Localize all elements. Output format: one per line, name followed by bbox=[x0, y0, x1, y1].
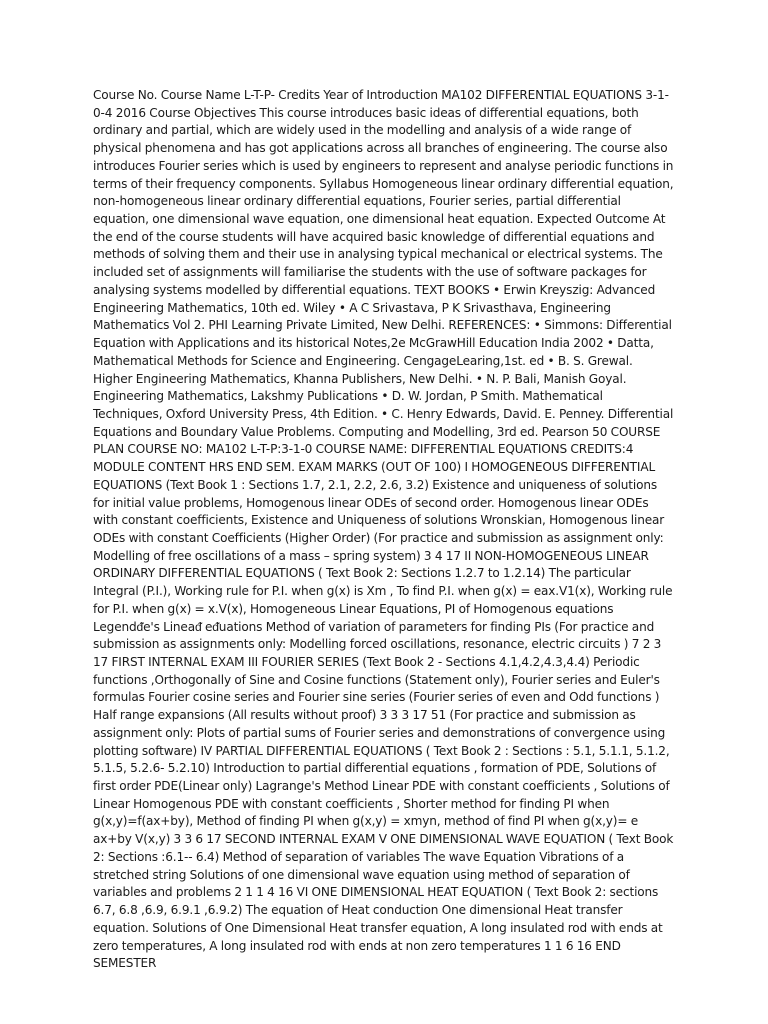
document-body-text: Course No. Course Name L-T-P- Credits Year of Introduction MA102 DIFFERENTIAL EQUATIONS 3-1-0-4 2016 Course Objectives This course introduces basic ideas of differential equations, both ordinary and partial, which are widely used in the modelling and analysis of a wide range of physical phenomena and has got applications across all branches of engineering. The course also introduces Fourier series which is used by engineers to represent and analyse periodic functions in terms of their frequency components. Syllabus Homogeneous linear ordinary differential equation, non-homogeneous linear ordinary differential equations, Fourier series, partial differential equation, one dimensional wave equation, one dimensional heat equation. Expected Outcome At the end of the course students will have acquired basic knowledge of differential equations and methods of solving them and their use in analysing typical mechanical or electrical systems. The included set of assignments will familiarise the students with the use of software packages for analysing systems modelled by differential equations. TEXT BOOKS • Erwin Kreyszig: Advanced Engineering Mathematics, 10th ed. Wiley • A C Srivastava, P K Srivasthava, Engineering Mathematics Vol 2. PHI Learning Private Limited, New Delhi. REFERENCES: • Simmons: Differential Equation with Applications and its historical Notes,2e McGrawHill Education India 2002 • Datta, Mathematical Methods for Science and Engineering. CengageLearing,1st. ed • B. S. Grewal. Higher Engineering Mathematics, Khanna Publishers, New Delhi. • N. P. Bali, Manish Goyal. Engineering Mathematics, Lakshmy Publications • D. W. Jordan, P Smith. Mathematical Techniques, Oxford University Press, 4th Edition. • C. Henry Edwards, David. E. Penney. Differential Equations and Boundary Value Problems. Computing and Modelling, 3rd ed. Pearson 50 COURSE PLAN COURSE NO: MA102 L-T-P:3-1-0 COURSE NAME: DIFFERENTIAL EQUATIONS CREDITS:4 MODULE CONTENT HRS END SEM. EXAM MARKS (OUT OF 100) I HOMOGENEOUS DIFFERENTIAL EQUATIONS (Text Book 1 : Sections 1.7, 2.1, 2.2, 2.6, 3.2) Existence and uniqueness of solutions for initial value problems, Homogenous linear ODEs of second order. Homogenous linear ODEs with constant coefficients, Existence and Uniqueness of solutions Wronskian, Homogenous linear ODEs with constant Coefficients (Higher Order) (For practice and submission as assignment only: Modelling of free oscillations of a mass – spring system) 3 4 17 II NON-HOMOGENEOUS LINEAR ORDINARY DIFFERENTIAL EQUATIONS ( Text Book 2: Sections 1.2.7 to 1.2.14) The particular Integral (P.I.), Working rule for P.I. when g(x) is Xm , To find P.I. when g(x) = eax.V1(x), Working rule for P.I. when g(x) = x.V(x), Homogeneous Linear Equations, PI of Homogenous equations Legendᵭe's Lineaᵭ eᵭuations Method of variation of parameters for finding PIs (For practice and submission as assignments only: Modelling forced oscillations, resonance, electric circuits ) 7 2 3 17 FIRST INTERNAL EXAM III FOURIER SERIES (Text Book 2 - Sections 4.1,4.2,4.3,4.4) Periodic functions ,Orthogonally of Sine and Cosine functions (Statement only), Fourier series and Euler's formulas Fourier cosine series and Fourier sine series (Fourier series of even and Odd functions ) Half range expansions (All results without proof) 3 3 3 17 51 (For practice and submission as assignment only: Plots of partial sums of Fourier series and demonstrations of convergence using plotting software) IV PARTIAL DIFFERENTIAL EQUATIONS ( Text Book 2 : Sections : 5.1, 5.1.1, 5.1.2, 5.1.5, 5.2.6- 5.2.10) Introduction to partial differential equations , formation of PDE, Solutions of first order PDE(Linear only) Lagrange's Method Linear PDE with constant coefficients , Solutions of Linear Homogenous PDE with constant coefficients , Shorter method for finding PI when g(x,y)=f(ax+by), Method of finding PI when g(x,y) = xmyn, method of find PI when g(x,y)= e ax+by V(x,y) 3 3 6 17 SECOND INTERNAL EXAM V ONE DIMENSIONAL WAVE EQUATION ( Text Book 2: Sections :6.1-- 6.4) Method of separation of variables The wave Equation Vibrations of a stretched string Solutions of one dimensional wave equation using method of separation of variables and problems 2 1 1 4 16 VI ONE DIMENSIONAL HEAT EQUATION ( Text Book 2: sections 6.7, 6.8 ,6.9, 6.9.1 ,6.9.2) The equation of Heat conduction One dimensional Heat transfer equation. Solutions of One Dimensional Heat transfer equation, A long insulated rod with ends at zero temperatures, A long insulated rod with ends at non zero temperatures 1 1 6 16 END SEMESTER bbox=[93, 88, 674, 971]
document-page bbox=[93, 87, 675, 973]
